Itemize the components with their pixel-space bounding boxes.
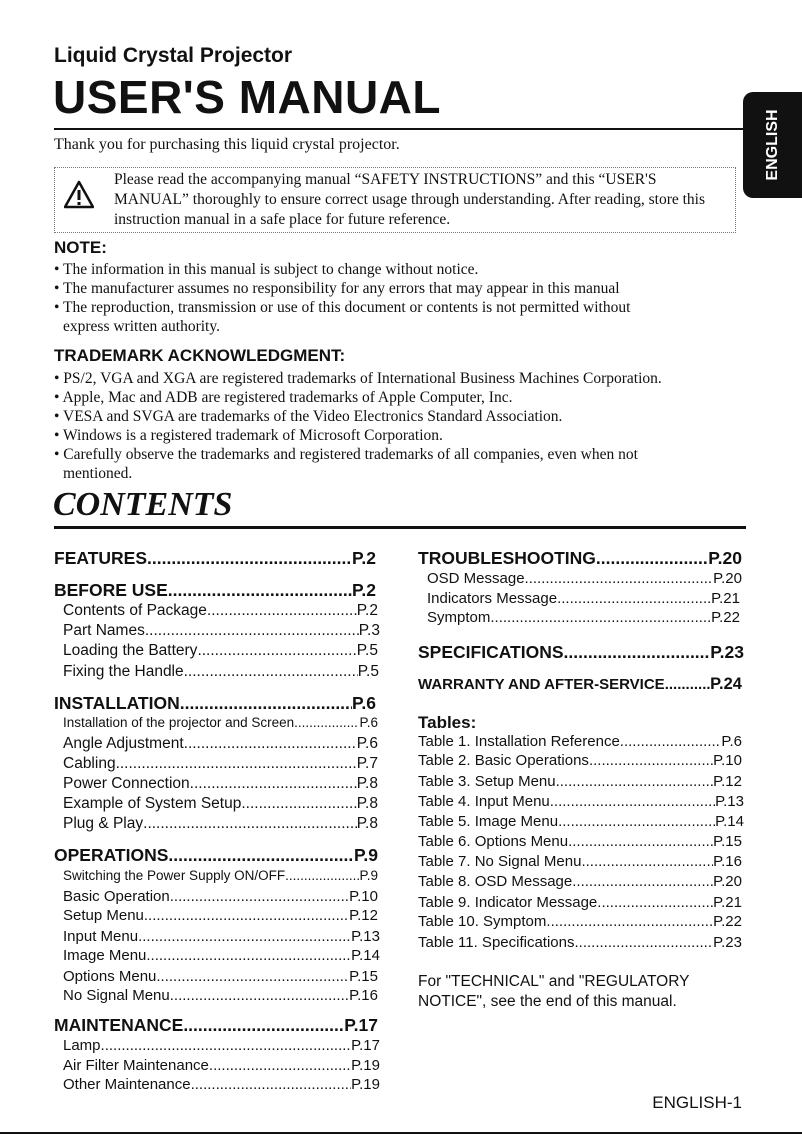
toc-label: Switching the Power Supply ON/OFF	[63, 868, 286, 883]
table-list-entry[interactable]	[418, 873, 742, 890]
toc-page: P.19	[351, 1057, 380, 1074]
toc-label: Indicators Message	[427, 590, 558, 607]
safety-notice-text: Please read the accompanying manual “SAFETY INSTRUCTIONS” and this “USER'S MANUAL” thoroughly to ensure correct usage through understanding. After reading, store this instruction manual in a safe place for future reference.	[114, 171, 706, 228]
toc-entry[interactable]	[63, 947, 380, 964]
toc-entry-before-use[interactable]	[54, 580, 376, 601]
toc-entry-maintenance[interactable]	[54, 1015, 378, 1036]
toc-label: WARRANTY AND AFTER-SERVICE	[418, 676, 665, 693]
toc-entry[interactable]	[63, 907, 378, 924]
toc-page: P.17	[344, 1015, 378, 1035]
toc-label: Setup Menu	[63, 907, 144, 924]
contents-divider	[54, 526, 746, 529]
toc-page: P.24	[710, 675, 742, 693]
toc-page: P.6	[356, 735, 378, 752]
toc-entry[interactable]	[63, 642, 378, 660]
toc-entry[interactable]	[427, 570, 742, 587]
toc-entry-installation[interactable]	[54, 693, 376, 714]
toc-label: MAINTENANCE	[54, 1015, 184, 1035]
toc-page: P.20	[713, 873, 742, 890]
toc-page: P.22	[711, 609, 740, 626]
toc-page: P.15	[713, 833, 742, 850]
toc-label: Table 4. Input Menu	[418, 793, 550, 810]
toc-entry-features[interactable]	[54, 548, 376, 569]
toc-page: P.20	[713, 570, 742, 587]
toc-entry[interactable]	[63, 602, 378, 620]
toc-page: P.3	[358, 622, 380, 639]
toc-page: P.16	[713, 853, 742, 870]
toc-label: Table 1. Installation Reference	[418, 733, 620, 750]
toc-label: SPECIFICATIONS	[418, 642, 564, 662]
toc-label: Power Connection	[63, 775, 190, 792]
toc-label: Table 6. Options Menu	[418, 833, 569, 850]
toc-label: Lamp	[63, 1037, 101, 1054]
toc-entry[interactable]	[63, 1057, 380, 1074]
toc-label: No Signal Menu	[63, 987, 170, 1004]
toc-label: Cabling	[63, 755, 116, 772]
toc-entry[interactable]	[63, 775, 378, 793]
toc-entry[interactable]	[63, 1037, 380, 1054]
toc-page: P.6	[721, 733, 742, 750]
toc-page: P.9	[353, 845, 378, 865]
toc-page: P.21	[711, 590, 740, 607]
toc-page: P.10	[713, 752, 742, 769]
table-list-entry[interactable]	[418, 934, 742, 951]
technical-notice-text: For "TECHNICAL" and "REGULATORY NOTICE", see the end of this manual.	[418, 973, 690, 1010]
toc-page: P.6	[359, 715, 378, 730]
toc-label: OSD Message	[427, 570, 525, 587]
toc-page: P.2	[356, 602, 378, 619]
toc-label: Table 7. No Signal Menu	[418, 853, 582, 870]
toc-entry[interactable]	[63, 868, 378, 883]
toc-entry-troubleshooting[interactable]	[418, 548, 742, 569]
toc-page: P.20	[708, 548, 742, 568]
toc-entry[interactable]	[63, 755, 378, 773]
toc-label: Options Menu	[63, 968, 157, 985]
toc-label: Table 10. Symptom	[418, 913, 547, 930]
toc-label: FEATURES	[54, 548, 148, 568]
toc-page: P.10	[349, 888, 378, 905]
toc-entry[interactable]	[63, 968, 378, 985]
toc-page: P.12	[349, 907, 378, 924]
thanks-text: Thank you for purchasing this liquid crystal projector.	[54, 136, 400, 153]
table-list-entry[interactable]	[418, 833, 742, 850]
bottom-divider	[0, 1132, 802, 1134]
toc-label: Symptom	[427, 609, 491, 626]
toc-label: Air Filter Maintenance	[63, 1057, 209, 1074]
toc-label: Part Names	[63, 622, 145, 639]
toc-page: P.2	[351, 580, 376, 600]
toc-entry[interactable]	[63, 795, 378, 813]
toc-label: INSTALLATION	[54, 693, 180, 713]
toc-page: P.21	[713, 894, 742, 911]
table-list-entry[interactable]	[418, 853, 742, 870]
toc-page: P.23	[713, 934, 742, 951]
toc-page: P.8	[356, 775, 378, 792]
toc-label: Other Maintenance	[63, 1076, 191, 1093]
trademark-item: • PS/2, VGA and XGA are registered trademarks of International Business Machines Corporation.	[54, 370, 662, 387]
toc-entry[interactable]	[63, 815, 378, 833]
document-subtitle: Liquid Crystal Projector	[54, 44, 293, 67]
trademark-heading: TRADEMARK ACKNOWLEDGMENT:	[54, 346, 346, 365]
toc-page: P.16	[349, 987, 378, 1004]
toc-label: Angle Adjustment	[63, 735, 184, 752]
toc-label: Contents of Package	[63, 602, 207, 619]
trademark-item: mentioned.	[63, 465, 133, 482]
trademark-item: • Carefully observe the trademarks and registered trademarks of all companies, even when not	[54, 446, 638, 463]
toc-label: Table 8. OSD Message	[418, 873, 573, 890]
language-tab-label: ENGLISH	[763, 109, 781, 181]
toc-label: TROUBLESHOOTING	[418, 548, 596, 568]
toc-page: P.22	[713, 913, 742, 930]
toc-entry[interactable]	[63, 622, 380, 640]
note-heading: NOTE:	[54, 238, 107, 257]
toc-label: Plug & Play	[63, 815, 144, 832]
toc-page: P.9	[359, 868, 378, 883]
toc-label: Table 2. Basic Operations	[418, 752, 589, 769]
title-divider	[54, 128, 746, 130]
toc-entry[interactable]	[63, 715, 378, 730]
toc-entry[interactable]	[63, 987, 378, 1004]
toc-entry[interactable]	[427, 590, 740, 607]
toc-entry[interactable]	[63, 663, 379, 681]
toc-page: P.19	[351, 1076, 380, 1093]
toc-label: Input Menu	[63, 928, 139, 945]
document-title: USER'S MANUAL	[53, 71, 441, 123]
toc-page: P.2	[351, 548, 376, 568]
toc-page: P.5	[357, 663, 379, 680]
contents-heading: CONTENTS	[53, 486, 233, 523]
toc-page: P.8	[356, 795, 378, 812]
trademark-item: • VESA and SVGA are trademarks of the Video Electronics Standard Association.	[54, 408, 563, 425]
trademark-item: • Windows is a registered trademark of Microsoft Corporation.	[54, 427, 443, 444]
page-number: ENGLISH-1	[652, 1093, 742, 1112]
table-list-entry[interactable]	[418, 773, 742, 790]
table-list-entry[interactable]	[418, 752, 742, 769]
note-item: • The manufacturer assumes no responsibility for any errors that may appear in this manual	[54, 280, 620, 297]
table-list-entry[interactable]	[418, 733, 742, 750]
toc-entry[interactable]	[63, 1076, 380, 1093]
trademark-item: • Apple, Mac and ADB are registered trademarks of Apple Computer, Inc.	[54, 389, 513, 406]
toc-page: P.7	[356, 755, 378, 772]
toc-page: P.14	[351, 947, 380, 964]
toc-page: P.5	[356, 642, 378, 659]
toc-label: Table 9. Indicator Message	[418, 894, 598, 911]
toc-page: P.13	[351, 928, 380, 945]
toc-label: Installation of the projector and Screen	[63, 715, 295, 730]
toc-label: BEFORE USE	[54, 580, 168, 600]
toc-entry[interactable]	[63, 735, 378, 753]
note-item: • The reproduction, transmission or use of this document or contents is not permitted without	[54, 299, 631, 316]
toc-entry-warranty[interactable]	[418, 675, 742, 694]
toc-entry[interactable]	[63, 888, 378, 905]
toc-label: Fixing the Handle	[63, 663, 184, 680]
toc-label: Table 11. Specifications	[418, 934, 575, 951]
toc-page: P.13	[715, 793, 744, 810]
toc-page: P.17	[351, 1037, 380, 1054]
table-list-entry[interactable]	[418, 813, 744, 830]
warning-triangle-icon	[64, 180, 94, 210]
toc-entry[interactable]	[427, 609, 740, 626]
note-item: • The information in this manual is subject to change without notice.	[54, 261, 479, 278]
table-list-entry[interactable]	[418, 913, 742, 930]
toc-page: P.12	[713, 773, 742, 790]
note-item: express written authority.	[63, 318, 220, 335]
toc-entry-specifications[interactable]	[418, 642, 744, 663]
toc-page: P.8	[356, 815, 378, 832]
table-list-entry[interactable]	[418, 793, 744, 810]
toc-label: Table 3. Setup Menu	[418, 773, 556, 790]
toc-label: OPERATIONS	[54, 845, 169, 865]
tables-heading: Tables:	[418, 713, 477, 732]
toc-label: Loading the Battery	[63, 642, 198, 659]
toc-label: Table 5. Image Menu	[418, 813, 559, 830]
toc-entry-operations[interactable]	[54, 845, 378, 866]
toc-label: Example of System Setup	[63, 795, 242, 812]
table-list-entry[interactable]	[418, 894, 742, 911]
toc-page: P.6	[351, 693, 376, 713]
toc-entry[interactable]	[63, 928, 380, 945]
toc-label: Basic Operation	[63, 888, 170, 905]
toc-label: Image Menu	[63, 947, 147, 964]
language-tab	[743, 92, 802, 198]
toc-page: P.14	[715, 813, 744, 830]
toc-page: P.15	[349, 968, 378, 985]
toc-page: P.23	[710, 642, 744, 662]
